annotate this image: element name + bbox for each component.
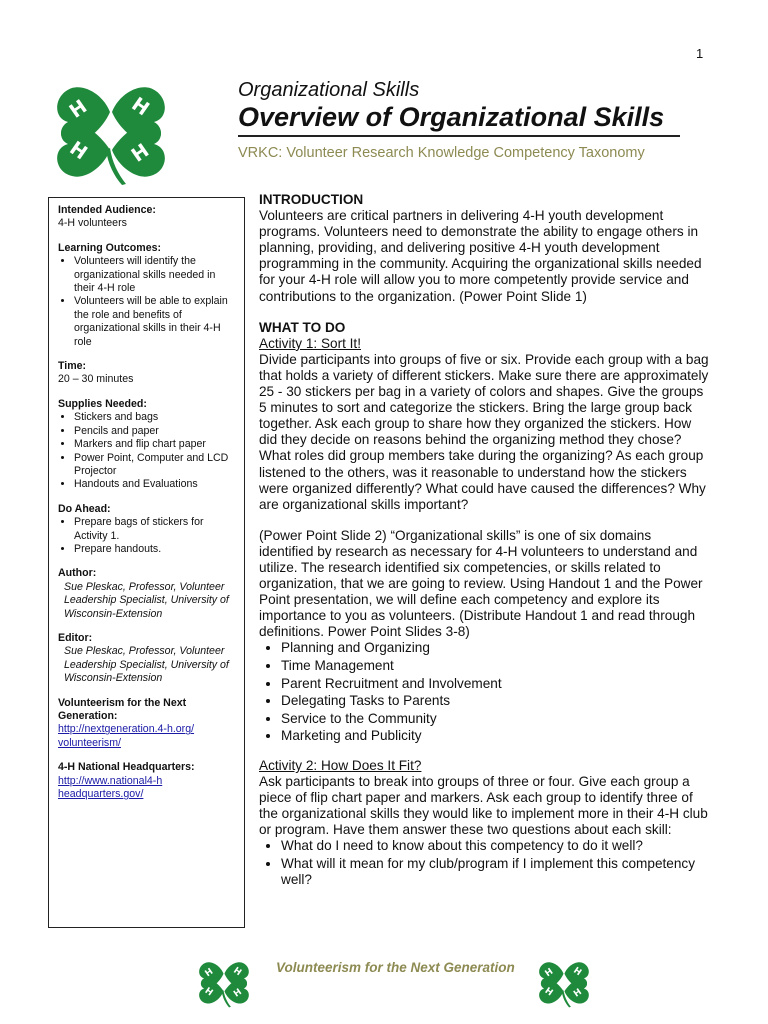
list-item: • Pencils and paper — [74, 425, 235, 438]
list-item: • Service to the Community — [281, 711, 709, 727]
list-item: • Parent Recruitment and Involvement — [281, 676, 709, 692]
activity2-paragraph: Ask participants to break into groups of three or four. Give each group a piece of flip chart paper and markers. Ask each group to identify three of the organizational skills they would like to implement more in their 4-H club or program. Have them answer these two questions about each skill: — [259, 774, 708, 838]
author-text: Sue Pleskac, Professor, Volunteer Leadership Specialist, University of Wisconsin-Extension — [64, 580, 229, 620]
svg-text:H: H — [127, 93, 154, 121]
editor-text: Sue Pleskac, Professor, Volunteer Leadership Specialist, University of Wisconsin-Extension — [64, 645, 229, 685]
audience-heading: Intended Audience: — [58, 204, 156, 216]
list-item: • Planning and Organizing — [281, 640, 709, 656]
footer-tagline: Volunteerism for the Next Generation — [276, 960, 515, 975]
svg-text:H: H — [127, 139, 154, 167]
list-item: • What do I need to know about this competency to do it well? — [281, 838, 709, 854]
slide2-paragraph: (Power Point Slide 2) “Organizational skills” is one of six domains identified by research as necessary for 4-H volunteers to understand and utilize. The research identified six competencies, or skills related to organization, that we are going to review. Using Handout 1 and the Power Point presentation, we will define each competency and explore its importance to you as volunteers. (Distribute Handout 1 and read through definitions. Power Point Slides 3-8) — [259, 527, 703, 640]
time-text: 20 – 30 minutes — [58, 373, 134, 386]
list-item: • Stickers and bags — [74, 411, 235, 424]
outcomes-heading: Learning Outcomes: — [58, 241, 162, 254]
sidebar-box — [48, 197, 245, 928]
svg-text:H: H — [65, 137, 92, 165]
4h-clover-logo-small — [194, 944, 254, 1008]
main-content — [259, 192, 709, 890]
4h-clover-logo-small — [534, 944, 594, 1008]
hq-heading: 4-H National Headquarters: — [58, 761, 195, 774]
svg-text:H: H — [231, 965, 243, 979]
supplies-heading: Supplies Needed: — [58, 397, 147, 410]
list-item: • Handouts and Evaluations — [74, 478, 235, 491]
header-kicker: Organizational Skills — [238, 79, 420, 101]
list-item: • Volunteers will identify the organizational skills needed in their 4-H role — [74, 255, 235, 295]
outcomes-section — [58, 242, 235, 349]
document-header — [238, 78, 680, 161]
list-item: • Marketing and Publicity — [281, 728, 709, 744]
activity2-title: Activity 2: How Does It Fit? — [259, 758, 422, 773]
question-list — [259, 838, 709, 888]
audience-text: 4-H volunteers — [58, 217, 127, 230]
list-item: • Prepare handouts. — [74, 543, 235, 556]
audience-section — [58, 204, 235, 231]
page-title: Overview of Organizational Skills — [238, 102, 680, 137]
list-item: • Power Point, Computer and LCD Projector — [74, 452, 235, 479]
list-item: • Time Management — [281, 658, 709, 674]
intro-paragraph: Volunteers are critical partners in delivering 4-H youth development programs. Volunteers need to demonstrate the ability to engage others in planning, providing, and delivering positive 4-H youth development programming in the community. Acquiring the organizational skills needed for your 4-H role will allow you to more competently provide service and contributions to the organization. (Power Point Slide 1) — [259, 208, 702, 304]
svg-text:H: H — [65, 95, 92, 123]
editor-section — [58, 632, 235, 686]
svg-text:H: H — [232, 987, 244, 1000]
svg-text:H: H — [572, 987, 584, 1000]
list-item: • Volunteers will be able to explain the role and benefits of organizational skills in their 4-H role — [74, 295, 235, 349]
intro-heading: INTRODUCTION — [259, 192, 364, 207]
do-ahead-heading: Do Ahead: — [58, 502, 111, 515]
next-gen-heading: Volunteerism for the Next Generation: — [58, 696, 187, 722]
next-gen-link-cont[interactable]: volunteerism/ — [58, 736, 121, 749]
list-item: • What will it mean for my club/program if I implement this competency well? — [281, 856, 709, 888]
competency-list — [259, 640, 709, 744]
supplies-section — [58, 398, 235, 492]
svg-text:H: H — [543, 966, 556, 980]
hq-link[interactable]: http://www.national4-h — [58, 774, 163, 787]
next-gen-section — [58, 697, 235, 751]
activity1-paragraph: Divide participants into groups of five or six. Provide each group with a bag that holds a variety of different stickers. Make sure there are approximately 25 - 30 stickers per bag in a variety of colors and shapes. Give the groups 5 minutes to sort and categorize the stickers. Bring the large group back together. Ask each group to share how they organized the stickers. How did they decide on reasons behind the organizing method they chose? What roles did group members take during the organizing? As each group listened to the others, was it reasonable to understand how the stickers were organized differently? What could have caused the differences? Why are organizational skills important? — [259, 351, 709, 512]
svg-text:H: H — [542, 986, 555, 999]
list-item: • Delegating Tasks to Parents — [281, 693, 709, 709]
list-item: • Prepare bags of stickers for Activity 1. — [74, 516, 235, 543]
svg-text:H: H — [571, 965, 583, 979]
editor-heading: Editor: — [58, 631, 93, 644]
svg-text:H: H — [202, 986, 215, 999]
footer — [0, 944, 768, 1014]
do-ahead-section — [58, 503, 235, 557]
activity1-title: Activity 1: Sort It! — [259, 335, 361, 351]
hq-link-cont[interactable]: headquarters.gov/ — [58, 788, 144, 801]
time-section — [58, 360, 235, 387]
svg-text:H: H — [203, 966, 216, 980]
author-section — [58, 567, 235, 621]
4h-clover-logo — [46, 48, 176, 186]
what-to-do-heading: WHAT TO DO — [259, 319, 346, 335]
next-gen-link[interactable]: http://nextgeneration.4-h.org/ — [58, 723, 195, 736]
list-item: • Markers and flip chart paper — [74, 438, 235, 451]
author-heading: Author: — [58, 567, 97, 580]
header-subtitle: VRKC: Volunteer Research Knowledge Competency Taxonomy — [238, 145, 645, 161]
hq-section — [58, 761, 235, 801]
page-number: 1 — [696, 46, 704, 61]
time-heading: Time: — [58, 360, 87, 373]
